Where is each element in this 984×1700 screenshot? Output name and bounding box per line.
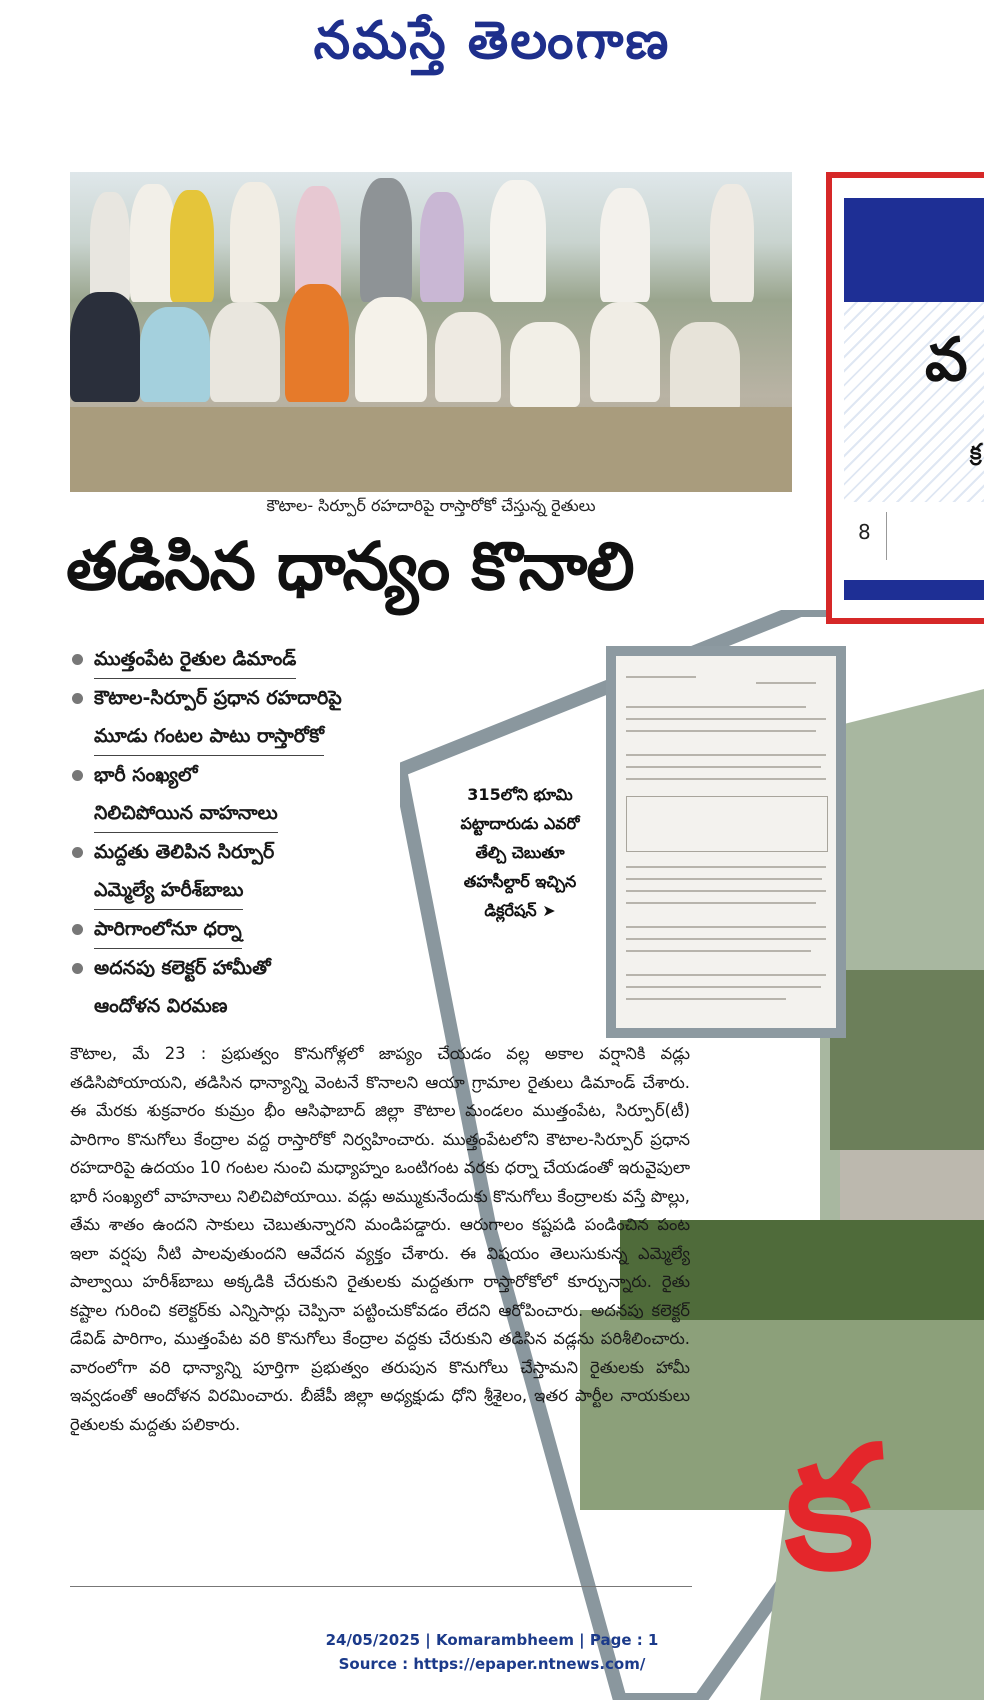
newspaper-masthead: నమస్తే తెలంగాణ xyxy=(313,10,671,71)
article-divider xyxy=(70,1586,692,1587)
bullet-dot-icon xyxy=(72,770,83,781)
promo-box-divider xyxy=(886,512,887,560)
photo-caption: కౌటాల- సిర్పూర్ రహదారిపై రాస్తారోకో చేస్తున్న రైతులు xyxy=(266,496,596,515)
declaration-document-image xyxy=(616,656,836,1028)
promo-box-number: 8 xyxy=(858,520,871,544)
highlight-item: కౌటాల-సిర్పూర్ ప్రధాన రహదారిపై మూడు గంటల పాటు రాస్తారోకో xyxy=(66,679,406,756)
highlights-list xyxy=(66,640,406,1025)
highlight-item: మద్దతు తెలిపిన సిర్పూర్ ఎమ్మెల్యే హరీశ్‌బాబు xyxy=(66,833,406,910)
promo-box-subglyph: క్ర xyxy=(970,440,982,465)
protest-photo xyxy=(70,172,792,492)
page-footer xyxy=(0,1628,984,1676)
bullet-dot-icon xyxy=(72,847,83,858)
bullet-dot-icon xyxy=(72,924,83,935)
footer-source-link[interactable]: Source : https://epaper.ntnews.com/ xyxy=(338,1655,646,1673)
highlight-item: ముత్తంపేట రైతుల డిమాండ్ xyxy=(66,640,406,679)
bullet-dot-icon xyxy=(72,963,83,974)
footer-date-edition: 24/05/2025 | Komarambheem | Page : 1 xyxy=(325,1631,659,1649)
promo-box-band xyxy=(844,198,984,302)
document-label: 315లోని భూమి పట్టాదారుడు ఎవరో తేల్చి చెబుతూ తహసీల్దార్ ఇచ్చిన డిక్లరేషన్ ➤ xyxy=(460,785,580,920)
highlight-item: భారీ సంఖ్యలో నిలిచిపోయిన వాహనాలు xyxy=(66,756,406,833)
promo-box-footer-band xyxy=(844,580,984,600)
large-red-headline-glyph: క xyxy=(785,1410,870,1608)
bullet-dot-icon xyxy=(72,693,83,704)
highlight-item: అదనపు కలెక్టర్ హామీతో ఆందోళన విరమణ xyxy=(66,949,406,1025)
headline: తడిసిన ధాన్యం కొనాలి xyxy=(66,528,634,605)
bullet-dot-icon xyxy=(72,654,83,665)
highlight-item: పారిగాంలోనూ ధర్నా xyxy=(66,910,406,949)
article-body: కౌటాల, మే 23 : ప్రభుత్వం కొనుగోళ్లలో జాప్యం చేయడం వల్ల అకాల వర్షానికి వడ్లు తడిసిపోయాయని, తడిసిన ధాన్యాన్ని వెంటనే కొనాలని ఆయా గ్రామాల రైతులు డిమాండ్ చేశారు. ఈ మేరకు శుక్రవారం కుమ్రం భీం ఆసిఫాబాద్ జిల్లా కౌటాల మండలం ముత్తంపేట, సిర్పూర్(టీ) పారిగాం కొనుగోలు కేంద్రాల వద్ద రాస్తారోకో నిర్వహించారు. ముత్తంపేటలోని కౌటాల-సిర్పూర్ ప్రధాన రహదారిపై ఉదయం 10 గంటల నుంచి మధ్యాహ్నం ఒంటిగంట వరకు ధర్నా చేయడంతో ఇరువైపులా భారీ సంఖ్యలో వాహనాలు నిలిచిపోయాయి. వడ్లు అమ్ముకునేందుకు కొనుగోలు కేంద్రాలకు వస్తే పొల్లు, తేమ శాతం ఉందని సాకులు చెబుతున్నారని మండిపడ్డారు. ఆరుగాలం కష్టపడి పండించిన పంట ఇలా వర్షపు నీటి పాలవుతుందని ఆవేదన వ్యక్తం చేశారు. ఈ విషయం తెలుసుకున్న ఎమ్మెల్యే పాల్వాయి హరీశ్‌బాబు అక్కడికి చేరుకుని రైతులకు మద్దతుగా రాస్తారోకోలో కూర్చున్నారు. రైతు కష్టాల గురించి కలెక్టర్‌కు ఎన్నిసార్లు చెప్పినా పట్టించుకోవడం లేదని ఆరోపించారు. అదనపు కలెక్టర్ డేవిడ్ పారిగాం, ముత్తంపేట వరి కొనుగోలు కేంద్రాల వద్దకు చేరుకుని తడిసిన వడ్లను పరిశీలించారు. వారంలోగా వరి ధాన్యాన్ని పూర్తిగా ప్రభుత్వం తరుపున కొనుగోలు చేస్తామని రైతులకు హామీ ఇవ్వడంతో ఆందోళన విరమించారు. బీజేపీ జిల్లా అధ్యక్షుడు ధోని శ్రీశైలం, ఇతర పార్టీల నాయకులు రైతులకు మద్దతు పలికారు. xyxy=(70,1044,690,1434)
promo-box-glyph: వ xyxy=(925,325,968,395)
